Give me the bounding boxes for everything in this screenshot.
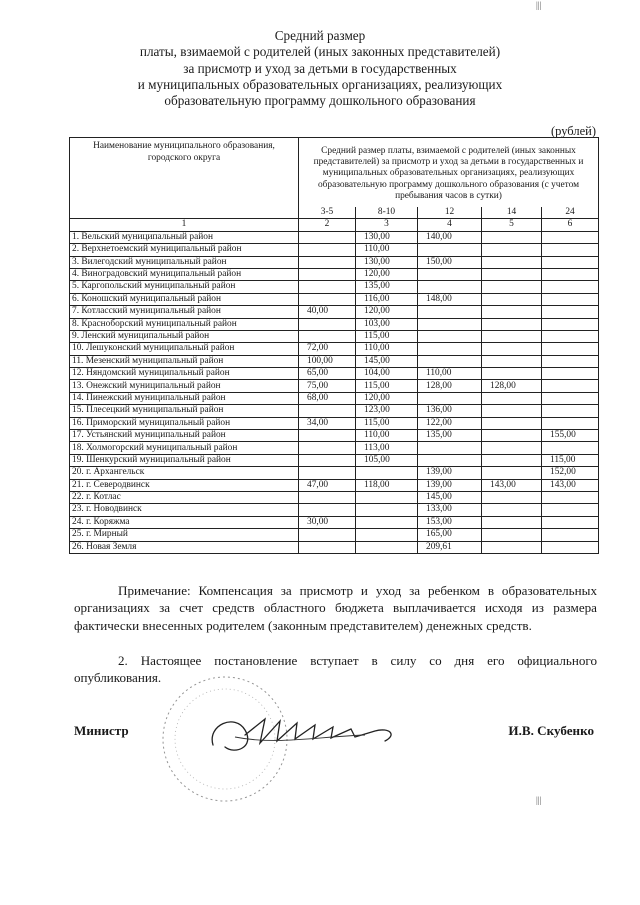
table-row (70, 491, 599, 503)
fee-value (418, 306, 482, 318)
fee-value (542, 293, 599, 305)
municipality-name: 11. Мезенский муниципальный район (70, 355, 299, 367)
table-row (70, 467, 599, 479)
fee-value: 113,00 (356, 442, 418, 454)
table-row (70, 504, 599, 516)
fee-value (542, 244, 599, 256)
fee-value (542, 330, 599, 342)
fee-value (542, 491, 599, 503)
municipality-name: 9. Ленский муниципальный район (70, 330, 299, 342)
column-index: 4 (418, 219, 482, 231)
fee-value: 110,00 (356, 430, 418, 442)
fee-value (482, 417, 542, 429)
table-row (70, 231, 599, 243)
fee-value: 145,00 (356, 355, 418, 367)
fee-value: 135,00 (356, 281, 418, 293)
clause-effective-date: 2. Настоящее постановление вступает в силу со дня его официального опубликования. (74, 653, 597, 686)
municipality-name: 3. Вилегодский муниципальный район (70, 256, 299, 268)
municipality-name: 25. г. Мирный (70, 529, 299, 541)
fee-value (299, 491, 356, 503)
fee-value: 115,00 (542, 454, 599, 466)
title-line: и муниципальных образовательных организациях, реализующих (137, 76, 503, 92)
column-header-name: Наименование муниципального образования, городского округа (70, 138, 299, 219)
column-header-fee: Средний размер платы, взимаемой с родителей (иных законных представителей) за присмотр и уход за детьми в государственных и муниципальных образовательных организациях, реализующих образовательную программу дошкольного образования (с учетом пребывания часов в сутки) (299, 138, 599, 208)
municipality-name: 20. г. Архангельск (70, 467, 299, 479)
title-line: образовательную программу дошкольного образования (164, 93, 476, 109)
fee-value (299, 293, 356, 305)
fee-value (356, 491, 418, 503)
fee-value (482, 244, 542, 256)
fee-value: 116,00 (356, 293, 418, 305)
column-index: 2 (299, 219, 356, 231)
fee-value (299, 504, 356, 516)
fee-value (299, 467, 356, 479)
fee-value (299, 268, 356, 280)
fee-value (542, 343, 599, 355)
fee-value (299, 430, 356, 442)
signer-title: Министр (74, 723, 129, 738)
fee-value (299, 256, 356, 268)
table-row (70, 380, 599, 392)
fee-value (542, 268, 599, 280)
municipality-name: 18. Холмогорский муниципальный район (70, 442, 299, 454)
fee-value (418, 454, 482, 466)
fee-value (482, 491, 542, 503)
table-row (70, 392, 599, 404)
fee-value: 100,00 (299, 355, 356, 367)
fee-value (482, 405, 542, 417)
fee-value: 115,00 (356, 380, 418, 392)
municipality-name: 10. Лешуконский муниципальный район (70, 343, 299, 355)
fee-value (299, 318, 356, 330)
municipality-name: 17. Устьянский муниципальный район (70, 430, 299, 442)
fee-value: 153,00 (418, 516, 482, 528)
fee-value (299, 442, 356, 454)
fee-value: 143,00 (542, 479, 599, 491)
fee-value: 122,00 (418, 417, 482, 429)
fee-value: 72,00 (299, 343, 356, 355)
fee-value: 120,00 (356, 392, 418, 404)
municipality-name: 7. Котласский муниципальный район (70, 306, 299, 318)
fee-value (542, 417, 599, 429)
table-row (70, 268, 599, 280)
table-row (70, 516, 599, 528)
fee-value (482, 281, 542, 293)
fee-value (542, 516, 599, 528)
table-row (70, 430, 599, 442)
table-row (70, 405, 599, 417)
fee-value (418, 392, 482, 404)
municipality-name: 2. Верхнетоемский муниципальный район (70, 244, 299, 256)
fee-value: 120,00 (356, 306, 418, 318)
municipality-name: 22. г. Котлас (70, 491, 299, 503)
hours-header: 3-5 (299, 207, 356, 219)
fee-value (482, 293, 542, 305)
fee-value (482, 355, 542, 367)
fee-value: 143,00 (482, 479, 542, 491)
table-row (70, 244, 599, 256)
fee-value (299, 330, 356, 342)
fee-value (356, 541, 418, 553)
municipality-name: 14. Пинежский муниципальный район (70, 392, 299, 404)
column-index: 5 (482, 219, 542, 231)
fee-value: 68,00 (299, 392, 356, 404)
fee-value (299, 281, 356, 293)
fee-value (299, 454, 356, 466)
fee-value: 120,00 (356, 268, 418, 280)
municipality-name: 15. Плесецкий муниципальный район (70, 405, 299, 417)
note-block (74, 582, 597, 634)
fee-value: 136,00 (418, 405, 482, 417)
municipality-name: 24. г. Коряжма (70, 516, 299, 528)
unit-label: (рублей) (550, 124, 596, 138)
fee-value: 110,00 (356, 343, 418, 355)
fee-value (299, 541, 356, 553)
fee-value: 30,00 (299, 516, 356, 528)
fee-value (482, 368, 542, 380)
fee-value: 128,00 (418, 380, 482, 392)
fee-value (299, 231, 356, 243)
municipality-name: 23. г. Новодвинск (70, 504, 299, 516)
table-row (70, 256, 599, 268)
municipality-name: 1. Вельский муниципальный район (70, 231, 299, 243)
fee-value (482, 454, 542, 466)
fee-value (542, 256, 599, 268)
fee-value (299, 405, 356, 417)
fee-value: 118,00 (356, 479, 418, 491)
fee-value (356, 516, 418, 528)
hours-header: 14 (482, 207, 542, 219)
fee-value (418, 442, 482, 454)
fee-value: 110,00 (418, 368, 482, 380)
signature-scribble (205, 705, 405, 765)
fee-value (482, 318, 542, 330)
table-row (70, 541, 599, 553)
fee-value: 130,00 (356, 256, 418, 268)
municipality-name: 6. Коношский муниципальный район (70, 293, 299, 305)
scan-mark-bottom: ||| (536, 795, 542, 805)
fee-value: 148,00 (418, 293, 482, 305)
fee-value (299, 244, 356, 256)
fee-value (482, 306, 542, 318)
fee-value: 133,00 (418, 504, 482, 516)
fee-value (356, 529, 418, 541)
fee-value (418, 268, 482, 280)
fee-value (542, 405, 599, 417)
fee-value (482, 529, 542, 541)
column-index: 3 (356, 219, 418, 231)
fee-value (542, 541, 599, 553)
table-row (70, 417, 599, 429)
table-row (70, 355, 599, 367)
fee-value (482, 231, 542, 243)
fee-value: 40,00 (299, 306, 356, 318)
fee-value: 115,00 (356, 330, 418, 342)
table-row (70, 318, 599, 330)
table-row (70, 330, 599, 342)
column-index: 1 (70, 219, 299, 231)
municipality-name: 12. Няндомский муниципальный район (70, 368, 299, 380)
fee-value (356, 467, 418, 479)
table-row (70, 479, 599, 491)
title-line: Средний размер (274, 28, 366, 43)
fee-value (542, 529, 599, 541)
municipality-name: 26. Новая Земля (70, 541, 299, 553)
fee-value: 165,00 (418, 529, 482, 541)
table-row (70, 293, 599, 305)
fee-value (482, 392, 542, 404)
title-line: за присмотр и уход за детьми в государственных (183, 60, 457, 76)
fee-value (482, 442, 542, 454)
municipality-name: 4. Виноградовский муниципальный район (70, 268, 299, 280)
fee-value (542, 306, 599, 318)
scan-mark-top: ||| (536, 0, 542, 10)
fee-value (482, 330, 542, 342)
fee-value (482, 467, 542, 479)
fee-value: 128,00 (482, 380, 542, 392)
fee-value (299, 529, 356, 541)
municipality-name: 19. Шенкурский муниципальный район (70, 454, 299, 466)
fee-value (482, 343, 542, 355)
fee-value (482, 430, 542, 442)
fee-value (542, 231, 599, 243)
fee-value: 209,61 (418, 541, 482, 553)
municipality-name: 16. Приморский муниципальный район (70, 417, 299, 429)
fee-value (482, 516, 542, 528)
document-title (60, 28, 580, 109)
hours-header: 24 (542, 207, 599, 219)
municipality-name: 5. Каргопольский муниципальный район (70, 281, 299, 293)
fee-value (482, 504, 542, 516)
table-row (70, 281, 599, 293)
fee-value: 65,00 (299, 368, 356, 380)
note-text: Примечание: Компенсация за присмотр и уход за ребенком в образовательных организациях за счет средств областного бюджета выплачивается исходя из размера фактически внесенных родителем (законным представителем) денежных средств. (74, 583, 597, 633)
hours-header: 12 (418, 207, 482, 219)
title-line: платы, взимаемой с родителей (иных законных представителей) (139, 44, 501, 60)
fee-value (418, 343, 482, 355)
fee-value: 110,00 (356, 244, 418, 256)
fee-value (418, 281, 482, 293)
fee-value: 47,00 (299, 479, 356, 491)
fee-value (418, 330, 482, 342)
fee-value: 103,00 (356, 318, 418, 330)
fee-value: 105,00 (356, 454, 418, 466)
fee-value (356, 504, 418, 516)
fee-value (418, 355, 482, 367)
fee-value: 140,00 (418, 231, 482, 243)
fee-value: 155,00 (542, 430, 599, 442)
fee-value: 130,00 (356, 231, 418, 243)
fee-value (482, 541, 542, 553)
municipality-name: 8. Красноборский муниципальный район (70, 318, 299, 330)
municipality-name: 21. г. Северодвинск (70, 479, 299, 491)
fee-value (542, 442, 599, 454)
fee-value: 115,00 (356, 417, 418, 429)
fee-value: 139,00 (418, 479, 482, 491)
fee-value (418, 318, 482, 330)
fee-value (542, 355, 599, 367)
fee-value: 150,00 (418, 256, 482, 268)
fee-value: 152,00 (542, 467, 599, 479)
fee-value (542, 318, 599, 330)
hours-header: 8-10 (356, 207, 418, 219)
fee-value: 104,00 (356, 368, 418, 380)
table-row (70, 368, 599, 380)
fee-table (69, 137, 599, 554)
fee-value: 139,00 (418, 467, 482, 479)
signer-name: И.В. Скубенко (508, 723, 594, 738)
fee-value: 135,00 (418, 430, 482, 442)
fee-value (542, 281, 599, 293)
fee-value: 34,00 (299, 417, 356, 429)
table-row (70, 529, 599, 541)
fee-value: 75,00 (299, 380, 356, 392)
fee-value (482, 256, 542, 268)
table-row (70, 306, 599, 318)
fee-value: 123,00 (356, 405, 418, 417)
fee-value (542, 380, 599, 392)
fee-value (418, 244, 482, 256)
fee-value (542, 504, 599, 516)
table-row (70, 442, 599, 454)
fee-value (482, 268, 542, 280)
municipality-name: 13. Онежский муниципальный район (70, 380, 299, 392)
table-row (70, 343, 599, 355)
fee-value: 145,00 (418, 491, 482, 503)
fee-value (542, 368, 599, 380)
table-row (70, 454, 599, 466)
fee-value (542, 392, 599, 404)
column-index: 6 (542, 219, 599, 231)
